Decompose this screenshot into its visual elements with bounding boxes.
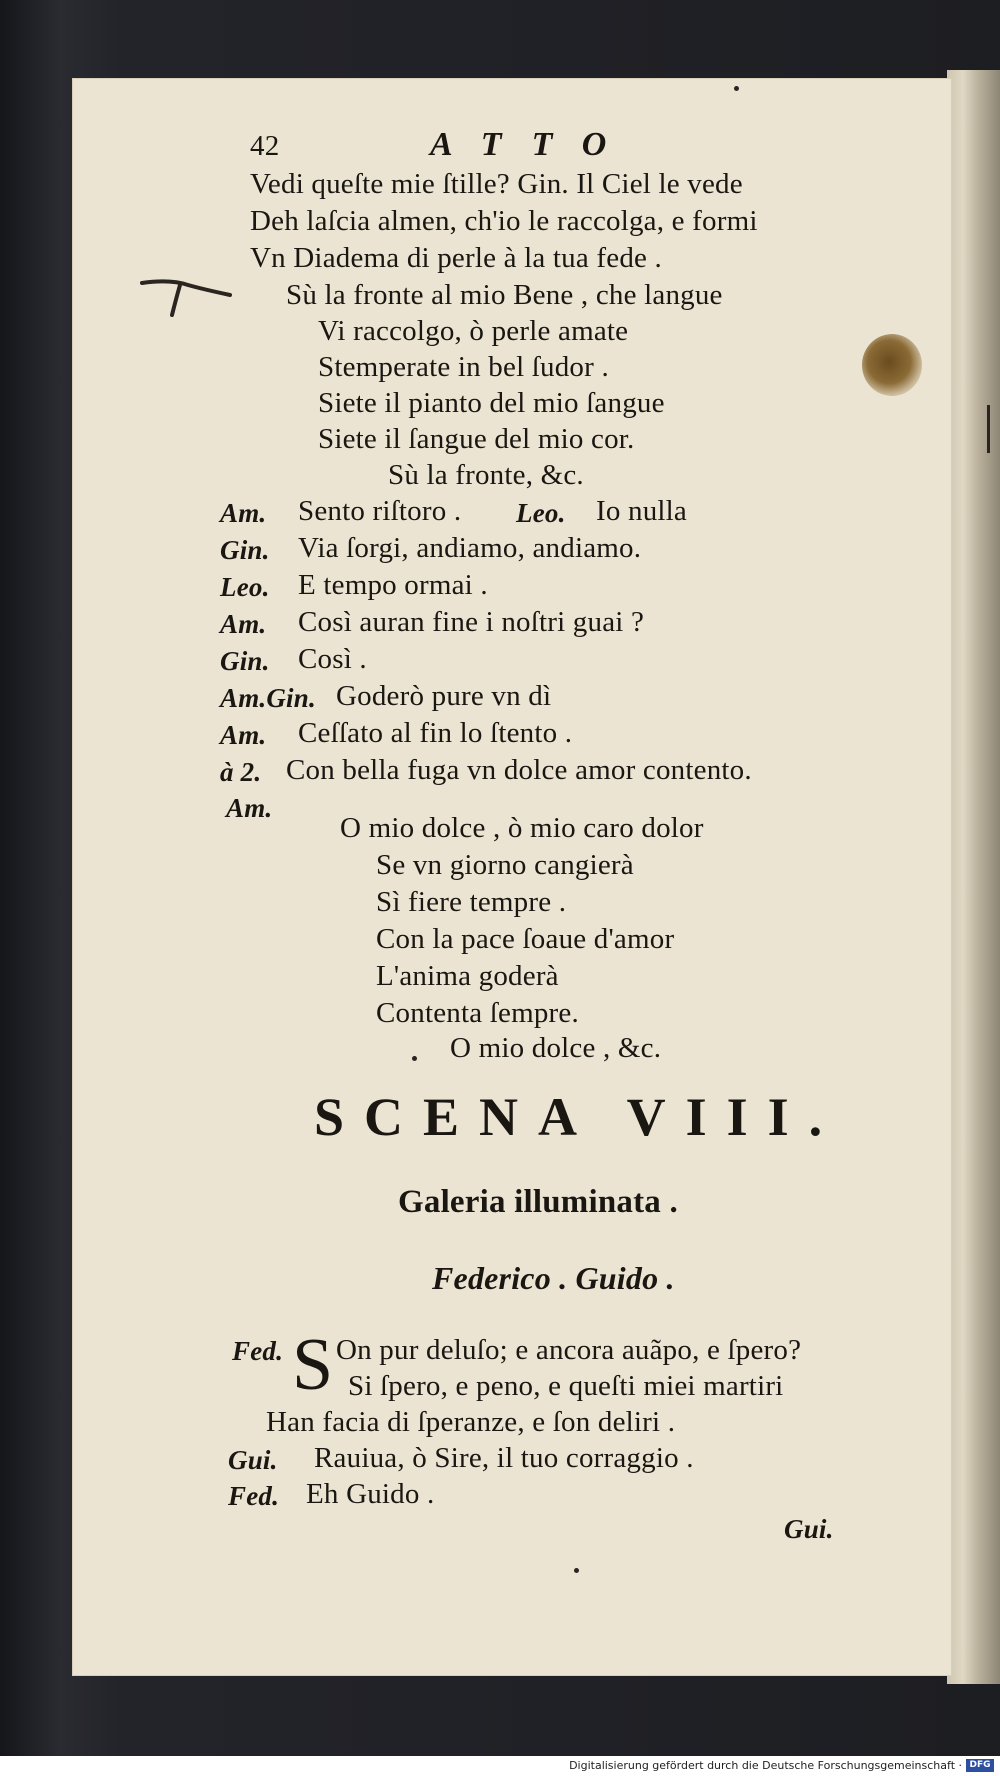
dialogue-line: Eh Guido .	[306, 1478, 435, 1510]
verse-line: Stemperate in bel ſudor .	[318, 351, 609, 383]
dfg-logo: DFG	[966, 1759, 994, 1772]
dialogue-line: Rauiua, ò Sire, il tuo corraggio .	[314, 1442, 694, 1474]
scene-title: SCENA VIII.	[314, 1087, 843, 1147]
ink-dot	[574, 1568, 579, 1573]
verse-line: Siete il ſangue del mio cor.	[318, 423, 635, 455]
speaker-label: Leo.	[220, 572, 270, 602]
dialogue-line: Han facia di ſperanze, e ſon deliri .	[266, 1406, 676, 1438]
page-number: 42	[250, 130, 280, 162]
ink-dot	[734, 86, 739, 91]
aria-line: O mio dolce , &c.	[450, 1032, 662, 1064]
dialogue-line: Io nulla	[596, 495, 687, 527]
verse-line: Siete il pianto del mio ſangue	[318, 387, 665, 419]
manuscript-pointer-mark	[140, 277, 235, 319]
speaker-label: Fed.	[232, 1336, 284, 1366]
speaker-label: Am.	[220, 609, 267, 639]
aria-line: Sì fiere tempre .	[376, 886, 567, 918]
ink-dot	[412, 1056, 417, 1061]
verse-line: Sù la fronte, &c.	[388, 459, 584, 491]
drop-capital: S	[292, 1324, 334, 1406]
speaker-label: Gin.	[220, 646, 270, 676]
footer-credit: Digitalisierung gefördert durch die Deutsche Forschungsgemeinschaft ·	[569, 1759, 962, 1772]
speaker-label: Am.	[220, 720, 267, 750]
speaker-label: Leo.	[516, 498, 566, 528]
speaker-label: à 2.	[220, 757, 262, 787]
edge-mark	[987, 405, 990, 453]
page-stain	[862, 334, 922, 396]
dialogue-line: Goderò pure vn dì	[336, 680, 552, 712]
aria-line: Con la pace ſoaue d'amor	[376, 923, 675, 955]
catchword: Gui.	[784, 1514, 834, 1544]
dialogue-line: Ceſſato al fin lo ſtento .	[298, 717, 573, 749]
dialogue-line: Così auran fine i noſtri guai ?	[298, 606, 645, 638]
dialogue-line: Via ſorgi, andiamo, andiamo.	[298, 532, 642, 564]
speaker-label: Am.	[220, 498, 267, 528]
dialogue-line: E tempo ormai .	[298, 569, 488, 601]
dialogue-line: On pur deluſo; e ancora auãpo, e ſpero?	[336, 1334, 802, 1366]
dialogue-line: Con bella fuga vn dolce amor contento.	[286, 754, 752, 786]
speaker-label: Am.Gin.	[220, 683, 316, 713]
running-head: ATTO	[430, 126, 637, 163]
scene-setting: Galeria illuminata .	[398, 1184, 678, 1220]
dialogue-line: Sento riſtoro .	[298, 495, 462, 527]
facing-page-edge	[947, 70, 1000, 1684]
scene-characters: Federico . Guido .	[432, 1260, 675, 1296]
verse-line: Vedi queſte mie ſtille? Gin. Il Ciel le vede	[250, 168, 743, 200]
aria-line: Se vn giorno cangierà	[376, 849, 634, 881]
aria-line: O mio dolce , ò mio caro dolor	[340, 812, 704, 844]
speaker-label: Gui.	[228, 1445, 278, 1475]
dialogue-line: Si ſpero, e peno, e queſti miei martiri	[348, 1370, 784, 1402]
speaker-label: Am.	[226, 793, 273, 823]
aria-line: Contenta ſempre.	[376, 997, 579, 1029]
aria-line: L'anima goderà	[376, 960, 559, 992]
verse-line: Sù la fronte al mio Bene , che langue	[286, 279, 723, 311]
verse-line: Deh laſcia almen, ch'io le raccolga, e formi	[250, 205, 758, 237]
verse-line: Vn Diadema di perle à la tua fede .	[250, 242, 663, 274]
speaker-label: Fed.	[228, 1481, 280, 1511]
speaker-label: Gin.	[220, 535, 270, 565]
verse-line: Vi raccolgo, ò perle amate	[318, 315, 629, 347]
dialogue-line: Così .	[298, 643, 367, 675]
digitization-footer	[0, 1756, 1000, 1776]
